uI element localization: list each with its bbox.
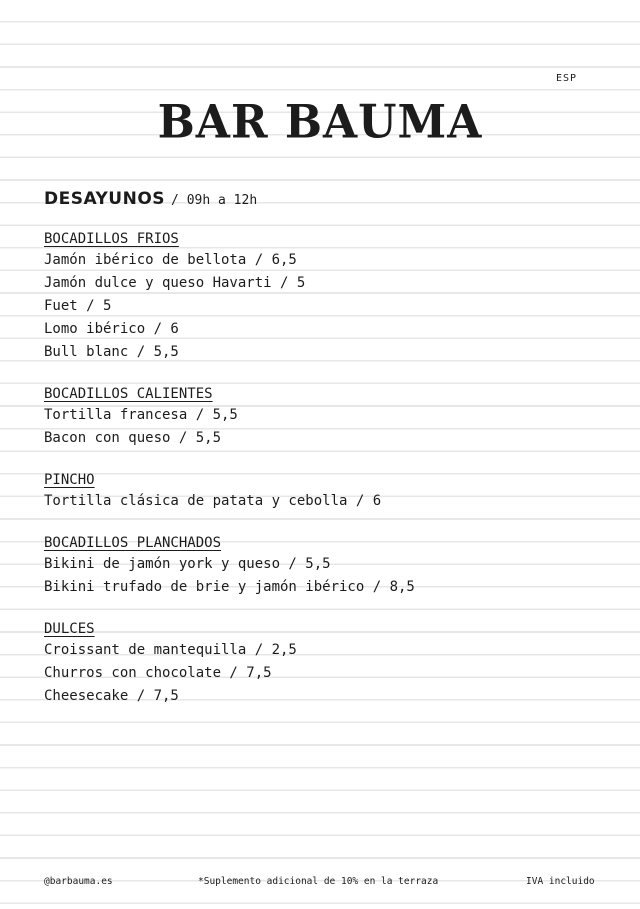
- menu-item: Croissant de mantequilla / 2,5: [44, 642, 297, 658]
- menu-group-dulces: [44, 619, 604, 708]
- menu-group-bocadillos-frios: [44, 229, 604, 364]
- group-title: PINCHO: [44, 472, 95, 488]
- menu-item: Churros con chocolate / 7,5: [44, 665, 272, 681]
- menu-item: Bacon con queso / 5,5: [44, 430, 222, 446]
- menu-content: [44, 184, 604, 708]
- menu-item: Bull blanc / 5,5: [44, 344, 179, 360]
- menu-item: Bikini trufado de brie y jamón ibérico / 8,5: [44, 579, 415, 595]
- group-title: BOCADILLOS PLANCHADOS: [44, 535, 222, 551]
- group-title: BOCADILLOS CALIENTES: [44, 386, 213, 402]
- section-title: DESAYUNOS: [44, 189, 166, 209]
- tax-included-note: IVA incluido: [526, 876, 595, 887]
- menu-item: Tortilla clásica de patata y cebolla / 6: [44, 493, 382, 509]
- group-title: DULCES: [44, 621, 95, 637]
- menu-group-pincho: [44, 470, 604, 513]
- menu-item: Tortilla francesa / 5,5: [44, 407, 238, 423]
- menu-group-bocadillos-planchados: [44, 533, 604, 599]
- menu-item: Jamón dulce y queso Havarti / 5: [44, 275, 306, 291]
- section-header: [44, 184, 604, 214]
- menu-item: Fuet / 5: [44, 298, 112, 314]
- menu-item: Cheesecake / 7,5: [44, 688, 179, 704]
- language-label[interactable]: ESP: [556, 73, 578, 84]
- instagram-handle[interactable]: @barbauma.es: [44, 876, 113, 887]
- brand-title: BAR BAUMA: [157, 95, 483, 150]
- menu-item: Lomo ibérico / 6: [44, 321, 179, 337]
- terrace-surcharge-note: *Suplemento adicional de 10% en la terraza: [198, 876, 439, 887]
- group-title: BOCADILLOS FRIOS: [44, 231, 179, 247]
- menu-item: Bikini de jamón york y queso / 5,5: [44, 556, 331, 572]
- section-hours: / 09h a 12h: [171, 193, 258, 208]
- menu-group-bocadillos-calientes: [44, 384, 604, 450]
- menu-item: Jamón ibérico de bellota / 6,5: [44, 252, 297, 268]
